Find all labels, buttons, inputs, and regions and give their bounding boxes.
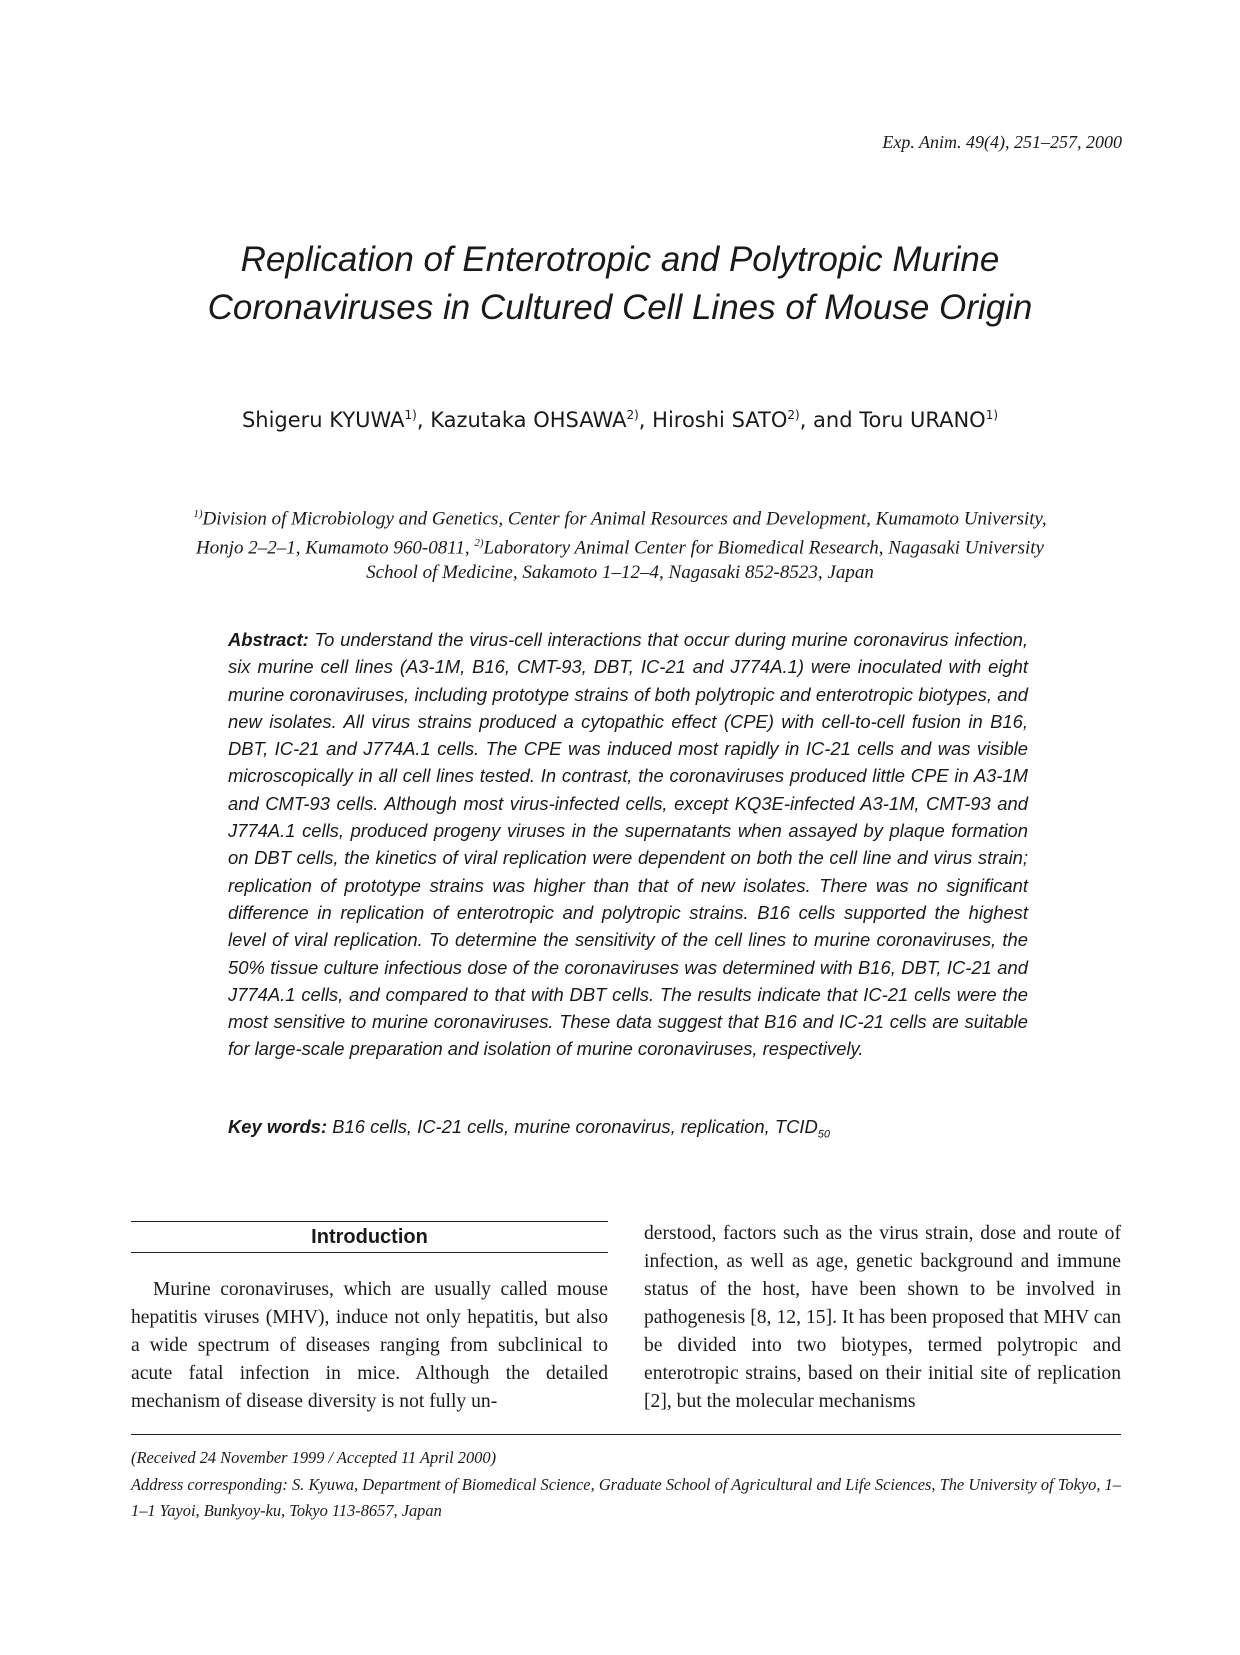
correspondence-address: Address corresponding: S. Kyuwa, Department of Biomedical Science, Graduate School of Agricultural and Life Sciences, The University of Tokyo, 1–1–1 Yayoi, Bunkyoy-ku, Tokyo 113-8657, Japan — [131, 1475, 1121, 1520]
title-line-2: Coronaviruses in Cultured Cell Lines of Mouse Origin — [207, 288, 1033, 327]
author-separator: , — [416, 408, 431, 432]
author-name: Kazutaka OHSAWA — [430, 408, 627, 432]
abstract-text: To understand the virus-cell interactions that occur during murine coronavirus infection, six murine cell lines (A3-1M, B16, CMT-93, DBT, IC-21 and J774A.1) were inoculated with eight murine coronaviruses, including prototype strains of both polytropic and enterotropic biotypes, and new isolates. All virus strains produced a cytopathic effect (CPE) with cell-to-cell fusion in B16, DBT, IC-21 and J774A.1 cells. The CPE was induced most rapidly in IC-21 cells and was visible microscopically in all cell lines tested. In contrast, the coronaviruses produced little CPE in A3-1M and CMT-93 cells. Although most virus-infected cells, except KQ3E-infected A3-1M, CMT-93 and J774A.1 cells, produced progeny viruses in the supernatants when assayed by plaque formation on DBT cells, the kinetics of viral replication were dependent on both the cell line and virus strain; replication of prototype strains was higher than that of new isolates. There was no significant difference in replication of enterotropic and polytropic strains. B16 cells supported the highest level of viral replication. To determine the sensitivity of the cell lines to murine coronaviruses, the 50% tissue culture infectious dose of the coronaviruses was determined with B16, DBT, IC-21 and J774A.1 cells, and compared to that with DBT cells. The results indicate that IC-21 cells were the most sensitive to murine coronaviruses. These data suggest that B16 and IC-21 cells are suitable for large-scale preparation and isolation of murine coronaviruses, respectively. — [228, 629, 1028, 1060]
affiliation-mark-2: 2) — [474, 537, 484, 550]
journal-citation: Exp. Anim. 49(4), 251–257, 2000 — [882, 132, 1122, 152]
keywords-subscript: 50 — [817, 1128, 830, 1141]
author-list — [120, 408, 1120, 432]
author-affiliation-mark: 1) — [404, 408, 417, 422]
author-name: Toru URANO — [859, 408, 986, 432]
affiliation-1: Division of Microbiology and Genetics, Center for Animal Resources and Development, Kumamoto University, Honjo 2–2–1, Kumamoto 960-0811, — [196, 508, 1047, 559]
author-separator: , — [638, 408, 653, 432]
affiliations — [180, 502, 1060, 585]
abstract — [228, 626, 1028, 1063]
keywords-label: Key words: — [228, 1116, 328, 1137]
introduction-left-column: Murine coronaviruses, which are usually called mouse hepatitis viruses (MHV), induce not only hepatitis, but also a wide spectrum of diseases ranging from subclinical to acute fatal infection in mice. Although the detailed mechanism of disease diversity is not fully un- — [131, 1279, 608, 1412]
affiliation-2: Laboratory Animal Center for Biomedical Research, Nagasaki University School of Medicine, Sakamoto 1–12–4, Nagasaki 852-8523, Japan — [366, 537, 1044, 583]
footnote-divider — [131, 1434, 1121, 1435]
paper-title — [120, 236, 1120, 332]
keywords-text: B16 cells, IC-21 cells, murine coronavirus, replication, TCID — [332, 1116, 818, 1137]
introduction-right-column: derstood, factors such as the virus strain, dose and route of infection, as well as age, genetic background and immune status of the host, have been shown to be involved in pathogenesis [8, 12, 15]. It has been proposed that MHV can be divided into two biotypes, termed polytropic and enterotropic strains, based on their initial site of replication [2], but the molecular mechanisms — [644, 1223, 1121, 1412]
title-line-1: Replication of Enterotropic and Polytropic Murine — [240, 240, 1000, 279]
author-name: Hiroshi SATO — [652, 408, 788, 432]
author-affiliation-mark: 2) — [787, 408, 800, 422]
author-affiliation-mark: 1) — [985, 408, 999, 422]
affiliation-mark-1: 1) — [193, 508, 203, 520]
received-dates: (Received 24 November 1999 / Accepted 11 April 2000) — [131, 1448, 497, 1467]
abstract-label: Abstract: — [228, 629, 309, 650]
author-name: Shigeru KYUWA — [241, 408, 405, 432]
author-separator: , and — [799, 408, 860, 432]
keywords — [228, 1116, 1028, 1141]
author-affiliation-mark: 2) — [626, 408, 639, 422]
section-heading-introduction: Introduction — [131, 1221, 608, 1253]
